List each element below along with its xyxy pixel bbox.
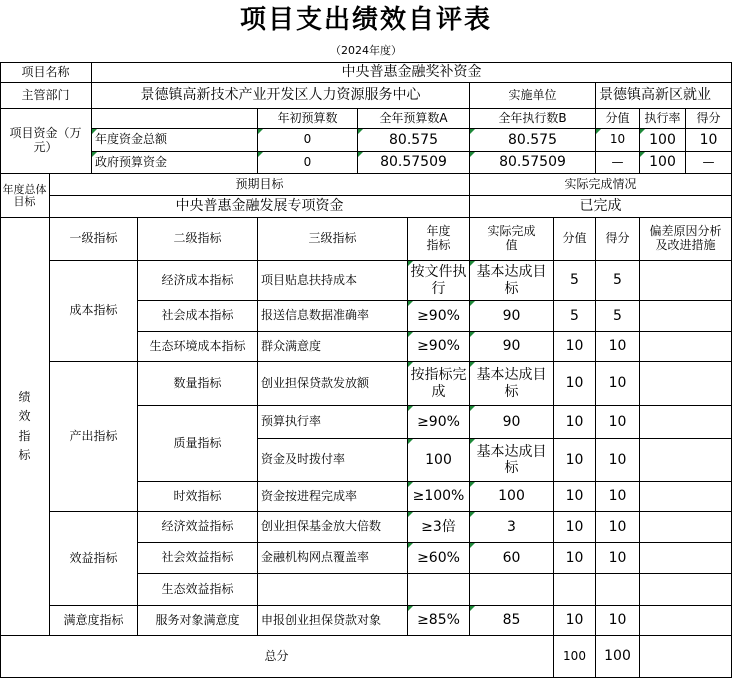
- indicator-score: 10: [596, 543, 640, 574]
- fund-row-initial: 0: [258, 129, 358, 152]
- level1-satisfaction: 满意度指标: [50, 606, 138, 636]
- actual-completion-value: 已完成: [470, 196, 732, 218]
- indicator-target: ≥90%: [408, 332, 470, 362]
- indicator-actual: 90: [470, 301, 554, 332]
- impl-label: 实施单位: [470, 83, 596, 109]
- indicator-reason: [640, 332, 732, 362]
- indicator-reason: [640, 406, 732, 439]
- indicator-target: 100: [408, 439, 470, 482]
- indicator-score-value: 10: [554, 439, 596, 482]
- header-reason: 偏差原因分析及改进措施: [640, 218, 732, 261]
- indicator-score-value: 10: [554, 332, 596, 362]
- fund-row-exec-rate: 100: [640, 152, 686, 174]
- header-actual: 实际完成值: [470, 218, 554, 261]
- level2-social-benefit: 社会效益指标: [138, 543, 258, 574]
- indicator-name: 创业担保基金放大倍数: [258, 512, 408, 543]
- level2-econ-cost: 经济成本指标: [138, 261, 258, 301]
- fund-row-score: 10: [686, 129, 732, 152]
- indicator-actual: 基本达成目标: [470, 261, 554, 301]
- header-level1: 一级指标: [50, 218, 138, 261]
- fund-row-label: 年度资金总额: [92, 129, 258, 152]
- header-exec-rate: 执行率: [640, 109, 686, 129]
- indicator-name: 申报创业担保贷款对象: [258, 606, 408, 636]
- indicator-score-value: 10: [554, 362, 596, 406]
- header-level3: 三级指标: [258, 218, 408, 261]
- fund-row-score-value: 10: [596, 129, 640, 152]
- indicator-reason: [640, 439, 732, 482]
- indicator-reason: [640, 362, 732, 406]
- dept-value: 景德镇高新技术产业开发区人力资源服务中心: [92, 83, 470, 109]
- indicator-target: ≥90%: [408, 301, 470, 332]
- indicator-target: 按指标完成: [408, 362, 470, 406]
- total-score: 100: [596, 636, 640, 678]
- indicator-name: 资金按进程完成率: [258, 482, 408, 512]
- page-title: 项目支出绩效自评表: [239, 5, 492, 35]
- level1-output: 产出指标: [50, 362, 138, 512]
- indicator-target: ≥60%: [408, 543, 470, 574]
- level2-service: 服务对象满意度: [138, 606, 258, 636]
- indicator-target: ≥90%: [408, 406, 470, 439]
- indicator-target: ≥85%: [408, 606, 470, 636]
- level2-timeliness: 时效指标: [138, 482, 258, 512]
- actual-completion-label: 实际完成情况: [470, 174, 732, 196]
- indicator-score: 5: [596, 261, 640, 301]
- fund-row-score: —: [686, 152, 732, 174]
- indicator-score-value: 10: [554, 543, 596, 574]
- level2-quality: 质量指标: [138, 406, 258, 482]
- level2-eco-cost: 生态环境成本指标: [138, 332, 258, 362]
- indicator-score-value: 10: [554, 512, 596, 543]
- fund-row-annual: 80.575: [358, 129, 470, 152]
- indicator-score-value: [554, 574, 596, 606]
- fund-row-label: 政府预算资金: [92, 152, 258, 174]
- dept-label: 主管部门: [0, 83, 92, 109]
- indicator-target: ≥3倍: [408, 512, 470, 543]
- indicator-actual: 85: [470, 606, 554, 636]
- project-name-label: 项目名称: [0, 63, 92, 83]
- level2-social-cost: 社会成本指标: [138, 301, 258, 332]
- indicator-target: ≥100%: [408, 482, 470, 512]
- header-annual-budget: 全年预算数A: [358, 109, 470, 129]
- indicator-actual: 基本达成目标: [470, 439, 554, 482]
- indicator-name: 创业担保贷款发放额: [258, 362, 408, 406]
- expected-goal-label: 预期目标: [50, 174, 470, 196]
- indicator-actual: 90: [470, 332, 554, 362]
- level2-eco-benefit: 生态效益指标: [138, 574, 258, 606]
- indicator-actual: 基本达成目标: [470, 362, 554, 406]
- indicator-score: 5: [596, 301, 640, 332]
- indicator-score: 10: [596, 332, 640, 362]
- level1-cost: 成本指标: [50, 261, 138, 362]
- indicator-score: 10: [596, 362, 640, 406]
- level2-econ-benefit: 经济效益指标: [138, 512, 258, 543]
- total-reason: [640, 636, 732, 678]
- header-score-value: 分值: [596, 109, 640, 129]
- indicator-score-value: 10: [554, 406, 596, 439]
- indicator-name: [258, 574, 408, 606]
- indicator-actual: 60: [470, 543, 554, 574]
- indicator-actual: 3: [470, 512, 554, 543]
- impl-value: 景德镇高新区就业: [596, 83, 732, 109]
- indicator-reason: [640, 574, 732, 606]
- indicator-score: 10: [596, 606, 640, 636]
- indicator-reason: [640, 543, 732, 574]
- header-score-value: 分值: [554, 218, 596, 261]
- perf-indicators-label: 绩效指标: [0, 218, 50, 636]
- indicator-reason: [640, 606, 732, 636]
- header-level2: 二级指标: [138, 218, 258, 261]
- indicator-score: 10: [596, 439, 640, 482]
- indicator-score: 10: [596, 512, 640, 543]
- indicator-score-value: 10: [554, 606, 596, 636]
- indicator-target: 按文件执行: [408, 261, 470, 301]
- indicator-reason: [640, 261, 732, 301]
- fund-row-score-value: —: [596, 152, 640, 174]
- report-year: （2024年度）: [330, 44, 402, 57]
- indicator-name: 项目贴息扶持成本: [258, 261, 408, 301]
- indicator-name: 群众满意度: [258, 332, 408, 362]
- indicator-reason: [640, 482, 732, 512]
- indicator-reason: [640, 512, 732, 543]
- indicator-score-value: 5: [554, 301, 596, 332]
- header-initial-budget: 年初预算数: [258, 109, 358, 129]
- indicator-name: 金融机构网点覆盖率: [258, 543, 408, 574]
- indicator-name: 资金及时拨付率: [258, 439, 408, 482]
- fund-row-executed: 80.57509: [470, 152, 596, 174]
- header-executed: 全年执行数B: [470, 109, 596, 129]
- indicator-score-value: 10: [554, 482, 596, 512]
- funds-header-blank: [92, 109, 258, 129]
- header-score: 得分: [596, 218, 640, 261]
- project-name-value: 中央普惠金融奖补资金: [92, 63, 732, 83]
- fund-row-exec-rate: 100: [640, 129, 686, 152]
- indicator-actual: 100: [470, 482, 554, 512]
- indicator-actual: [470, 574, 554, 606]
- fund-row-initial: 0: [258, 152, 358, 174]
- goal-label: 年度总体目标: [0, 174, 50, 218]
- header-score: 得分: [686, 109, 732, 129]
- indicator-actual: 90: [470, 406, 554, 439]
- indicator-score: 10: [596, 406, 640, 439]
- indicator-score-value: 5: [554, 261, 596, 301]
- indicator-name: 报送信息数据准确率: [258, 301, 408, 332]
- level1-benefit: 效益指标: [50, 512, 138, 606]
- indicator-target: [408, 574, 470, 606]
- level2-quantity: 数量指标: [138, 362, 258, 406]
- fund-row-executed: 80.575: [470, 129, 596, 152]
- fund-row-annual: 80.57509: [358, 152, 470, 174]
- indicator-score: 10: [596, 482, 640, 512]
- indicator-reason: [640, 301, 732, 332]
- indicator-name: 预算执行率: [258, 406, 408, 439]
- header-target: 年度指标: [408, 218, 470, 261]
- indicator-score: [596, 574, 640, 606]
- total-score-value: 100: [554, 636, 596, 678]
- total-label: 总分: [0, 636, 554, 678]
- funds-label: 项目资金（万元）: [0, 109, 92, 174]
- expected-goal-value: 中央普惠金融发展专项资金: [50, 196, 470, 218]
